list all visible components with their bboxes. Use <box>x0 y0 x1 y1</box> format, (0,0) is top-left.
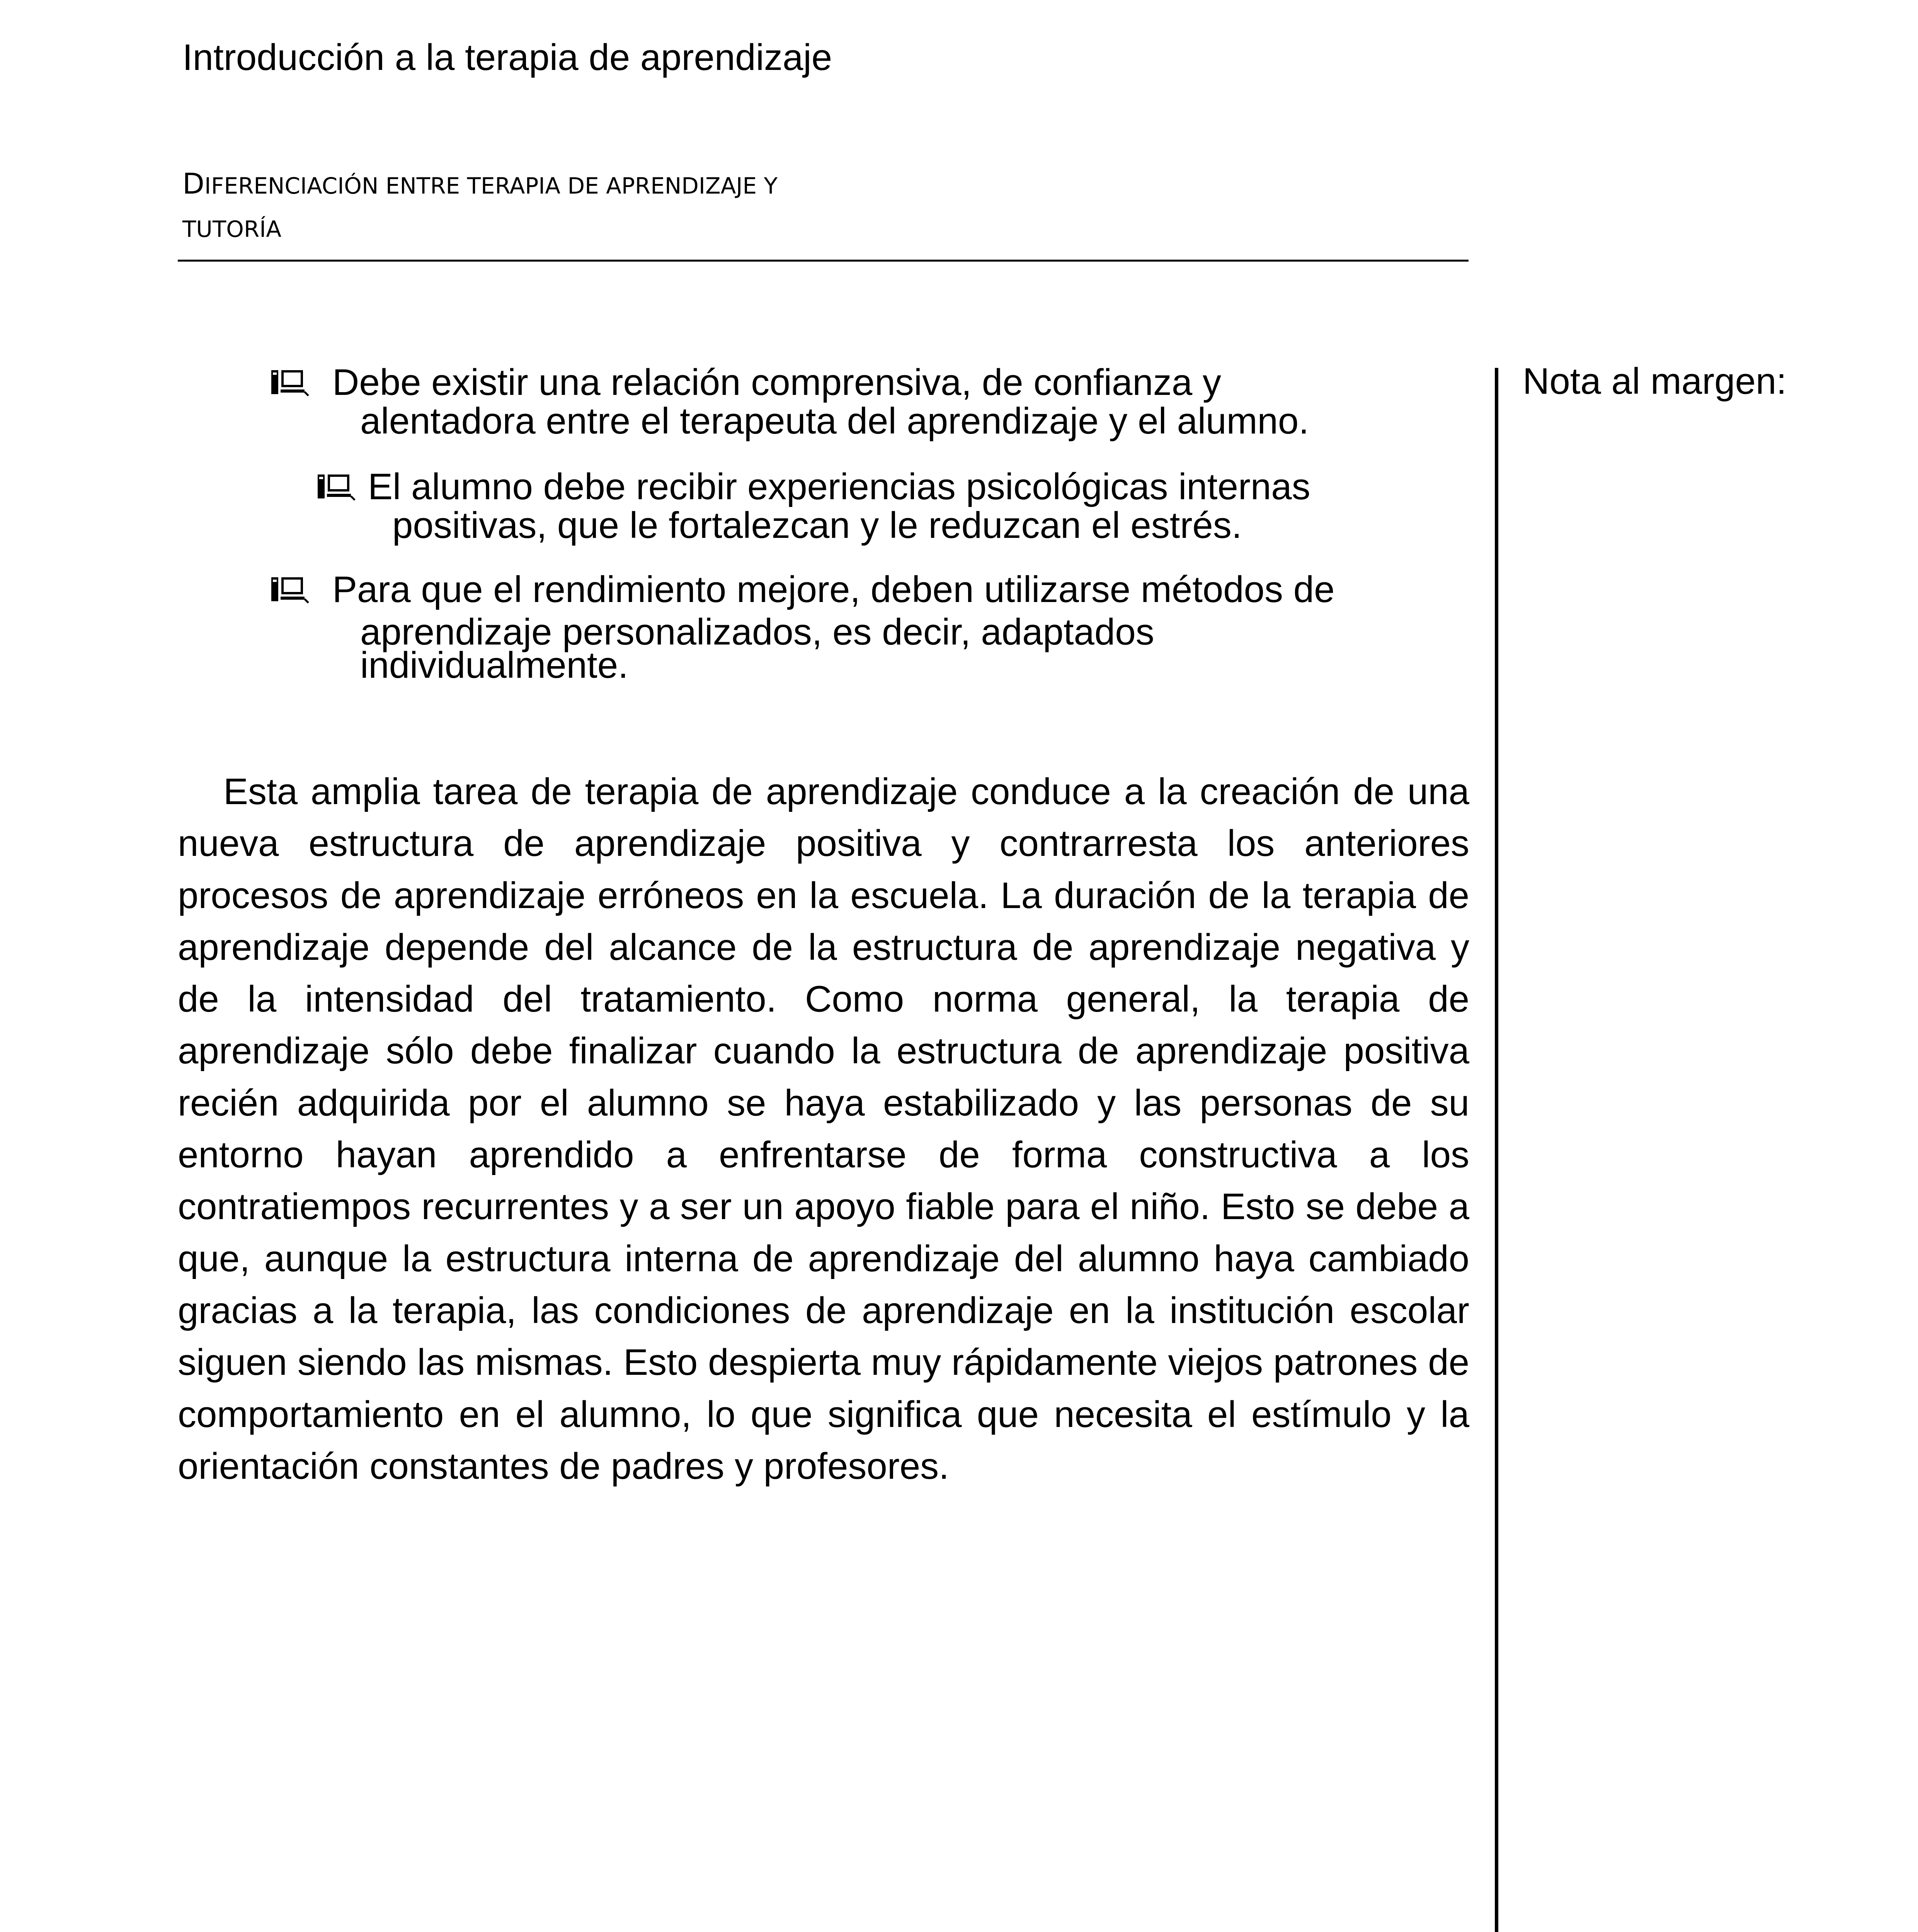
section-heading-line2: TUTORÍA <box>182 216 282 242</box>
bullet-item <box>271 363 1469 444</box>
section-heading-initial: D <box>182 167 204 201</box>
bullet-item <box>317 468 1469 549</box>
bullet-line: El alumno debe recibir experiencias psicológicas internas <box>368 466 1310 507</box>
body-paragraph: Esta amplia tarea de terapia de aprendizaje conduce a la creación de una nueva estructura de aprendizaje positiva y contrarresta los anteriores procesos de aprendizaje erróneos en la escuela. La duración de la terapia de aprendizaje depende del alcance de la estructura de aprendizaje negativa y de la intensidad del tratamiento. Como norma general, la terapia de aprendizaje sólo debe finalizar cuando la estructura de aprendizaje positiva recién adquirida por el alumno se haya estabilizado y las personas de su entorno hayan aprendido a enfrentarse de forma constructiva a los contratiempos recurrentes y a ser un apoyo fiable para el niño. Esto se debe a que, aunque la estructura interna de aprendizaje del alumno haya cambiado gracias a la terapia, las condiciones de aprendizaje en la institución escolar siguen siendo las mismas. Esto despierta muy rápidamente viejos patrones de comportamiento en el alumno, lo que significa que necesita el estímulo y la orientación constantes de padres y profesores. <box>178 771 1469 1487</box>
bullet-line: individualmente. <box>360 645 628 686</box>
computer-icon <box>317 473 356 501</box>
computer-icon <box>271 369 309 396</box>
bullet-line: Debe existir una relación comprensiva, de confianza y <box>332 362 1221 403</box>
document-title: Introducción a la terapia de aprendizaje <box>182 37 832 78</box>
header-divider <box>178 260 1469 262</box>
bullet-line: aprendizaje personalizados, es decir, adaptados <box>360 611 1154 653</box>
computer-icon <box>271 576 309 604</box>
bullet-line: Para que el rendimiento mejore, deben utilizarse métodos de <box>332 569 1335 610</box>
margin-note-label: Nota al margen: <box>1523 361 1787 402</box>
section-heading <box>182 162 955 251</box>
section-heading-line1: IFERENCIACIÓN ENTRE TERAPIA DE APRENDIZAJE Y <box>204 173 778 199</box>
bullet-item <box>271 570 1469 686</box>
margin-divider <box>1495 368 1498 1932</box>
bullet-line: positivas, que le fortalezcan y le reduzcan el estrés. <box>392 505 1242 546</box>
bullet-line: alentadora entre el terapeuta del aprendizaje y el alumno. <box>360 400 1309 442</box>
